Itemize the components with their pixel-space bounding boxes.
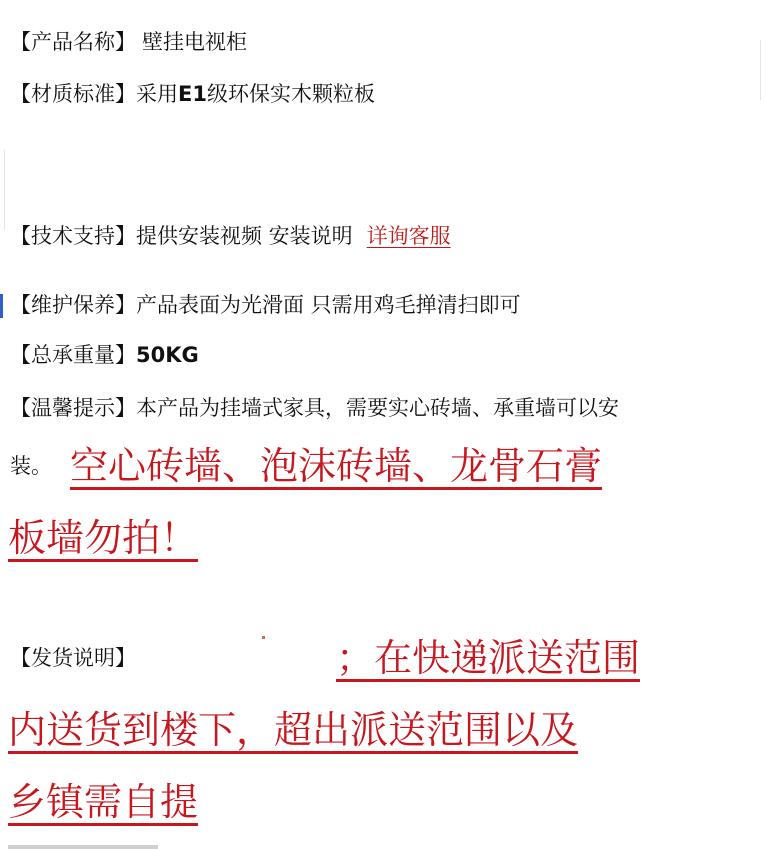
material-row: [10, 80, 375, 108]
care-row: [10, 291, 521, 319]
shipping-warning-line1: ；在快递派送范围: [336, 636, 641, 680]
shipping-warning-line2: 内送货到楼下，超出派送范围以及: [8, 708, 579, 752]
tip-value-line1: 本产品为挂墙式家具，需要实心砖墙、承重墙可以安: [136, 396, 619, 420]
load-label: 【总承重量】: [10, 343, 136, 367]
tip-row: [10, 394, 619, 422]
support-value: 提供安装视频 安装说明: [136, 224, 353, 248]
material-value-post: 级环保实木颗粒板: [206, 82, 375, 106]
tip-warning-line1: 空心砖墙、泡沫砖墙、龙骨石膏: [70, 444, 603, 488]
material-label: 【材质标准】: [10, 82, 136, 106]
tip-row-3: [8, 512, 198, 564]
shipping-row-3: [8, 776, 198, 828]
right-edge-line: [760, 40, 761, 100]
contact-service-link[interactable]: 详询客服: [366, 224, 451, 248]
tip-value-line2: 装。: [10, 454, 52, 478]
left-edge-line: [4, 150, 5, 230]
shipping-row: [10, 632, 640, 684]
care-label: 【维护保养】: [10, 293, 136, 317]
support-row: [10, 222, 451, 250]
product-name-row: [10, 28, 247, 56]
left-edge-marker: [0, 294, 3, 318]
product-name-value: 壁挂电视柜: [142, 30, 247, 54]
tip-label: 【温馨提示】: [10, 396, 136, 420]
material-value-grade: E1: [178, 82, 207, 106]
bottom-scrollbar[interactable]: [8, 845, 158, 849]
material-value-pre: 采用: [136, 82, 178, 106]
product-name-label: 【产品名称】: [10, 30, 136, 54]
care-value: 产品表面为光滑面 只需用鸡毛掸清扫即可: [136, 293, 521, 317]
shipping-warning-line3: 乡镇需自提: [8, 780, 199, 824]
load-row: [10, 341, 199, 369]
shipping-row-2: [8, 704, 578, 756]
tip-row-2: [10, 440, 602, 492]
load-value: 50KG: [136, 343, 199, 367]
shipping-label: 【发货说明】: [10, 646, 136, 670]
tip-warning-line2: 板墙勿拍！: [8, 516, 199, 560]
support-label: 【技术支持】: [10, 224, 136, 248]
